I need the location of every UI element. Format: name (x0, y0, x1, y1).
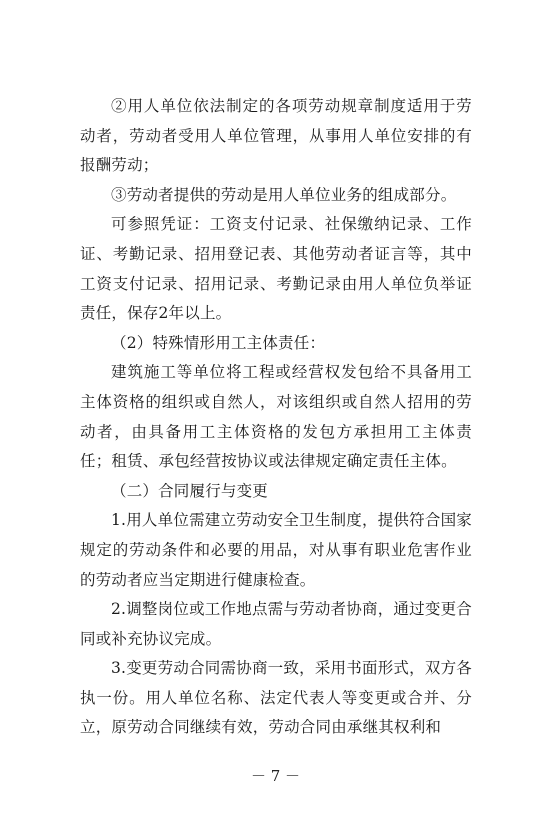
document-body (80, 92, 472, 743)
paragraph-item-2-position-change: 2.调整岗位或工作地点需与劳动者协商，通过变更合同或补充协议完成。 (80, 600, 472, 648)
paragraph-labor-business-part: ③劳动者提供的劳动是用人单位业务的组成部分。 (111, 185, 457, 204)
section-heading-contract-performance: （二）合同履行与变更 (111, 481, 269, 500)
paragraph-employer-rules: ②用人单位依法制定的各项劳动规章制度适用于劳动者，劳动者受用人单位管理，从事用人单位安排的有报酬劳动； (80, 97, 472, 175)
subheading-special-cases: （2）特殊情形用工主体责任： (111, 333, 326, 352)
paragraph-construction-subcontract: 建筑施工等单位将工程或经营权发包给不具备用工主体资格的组织或自然人，对该组织或自然人招用的劳动者，由具备用工主体资格的发包方承担用工主体责任；租赁、承包经营按协议或法律规定确定责任主体。 (80, 363, 472, 471)
page-number: － 7 － (250, 767, 301, 785)
paragraph-item-1-safety: 1.用人单位需建立劳动安全卫生制度，提供符合国家规定的劳动条件和必要的用品，对从事有职业危害作业的劳动者应当定期进行健康检查。 (80, 511, 472, 589)
paragraph-item-3-contract-change: 3.变更劳动合同需协商一致，采用书面形式，双方各执一份。用人单位名称、法定代表人等变更或合并、分立，原劳动合同继续有效，劳动合同由承继其权利和 (80, 659, 472, 737)
paragraph-reference-evidence: 可参照凭证：工资支付记录、社保缴纳记录、工作证、考勤记录、招用登记表、其他劳动者证言等，其中工资支付记录、招用记录、考勤记录由用人单位负举证责任，保存2年以上。 (80, 215, 472, 323)
